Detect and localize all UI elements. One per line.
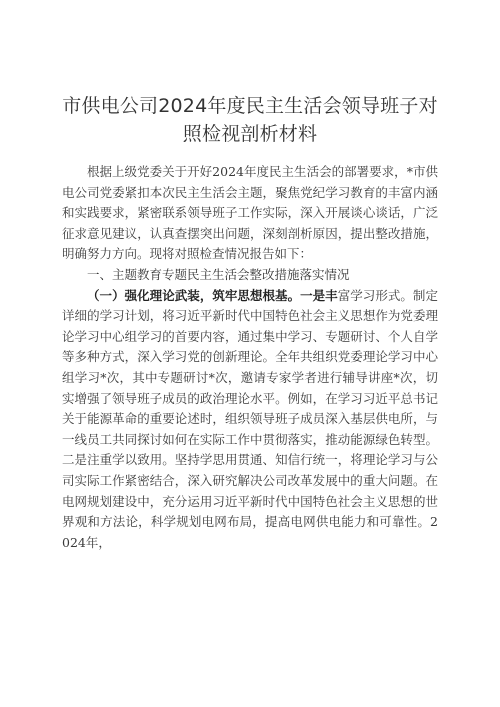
document-title [60, 92, 440, 148]
title-line-1: 市供电公司2024年度民主生活会领导班子对 [62, 95, 438, 117]
subsection-paragraph-1 [62, 286, 438, 554]
document-body [62, 162, 438, 553]
intro-paragraph: 根据上级党委关于开好2024年度民主生活会的部署要求，*市供电公司党委紧扣本次民主生活会主题，聚焦党纪学习教育的丰富内涵和实践要求，紧密联系领导班子工作实际，深入开展谈心谈话，广泛征求意见建议，认真查摆突出问题，深刻剖析原因，提出整改措施，明确努力方向。现将对照检查情况报告如下： [62, 164, 438, 262]
title-line-2: 照检视剖析材料 [182, 123, 318, 145]
subsection-text: 富学习形式。制定详细的学习计划，将习近平新时代中国特色社会主义思想作为党委理论学习中心组学习的首要内容，通过集中学习、专题研讨、个人自学等多种方式，深入学习党的创新理论。全年共组织党委理论学习中心组学习*次，其中专题研讨*次，邀请专家学者进行辅导讲座*次，切实增强了领导班子成员的政治理论水平。例如，在学习习近平总书记关于能源革命的重要论述时，组织领导班子成员深入基层供电所，与一线员工共同探讨如何在实际工作中贯彻落实，推动能源绿色转型。二是注重学以致用。坚持学思用贯通、知信行统一，将理论学习与公司实际工作紧密结合，深入研究解决公司改革发展中的重大问题。在电网规划建设中，充分运用习近平新时代中国特色社会主义思想的世界观和方法论，科学规划电网布局，提高电网供电能力和可靠性。2024年， [62, 287, 438, 550]
subsection-lead: （一）强化理论武装，筑牢思想根基。一是丰 [87, 287, 338, 303]
section-heading-1: 一、主题教育专题民主生活会整改措施落实情况 [87, 266, 350, 282]
